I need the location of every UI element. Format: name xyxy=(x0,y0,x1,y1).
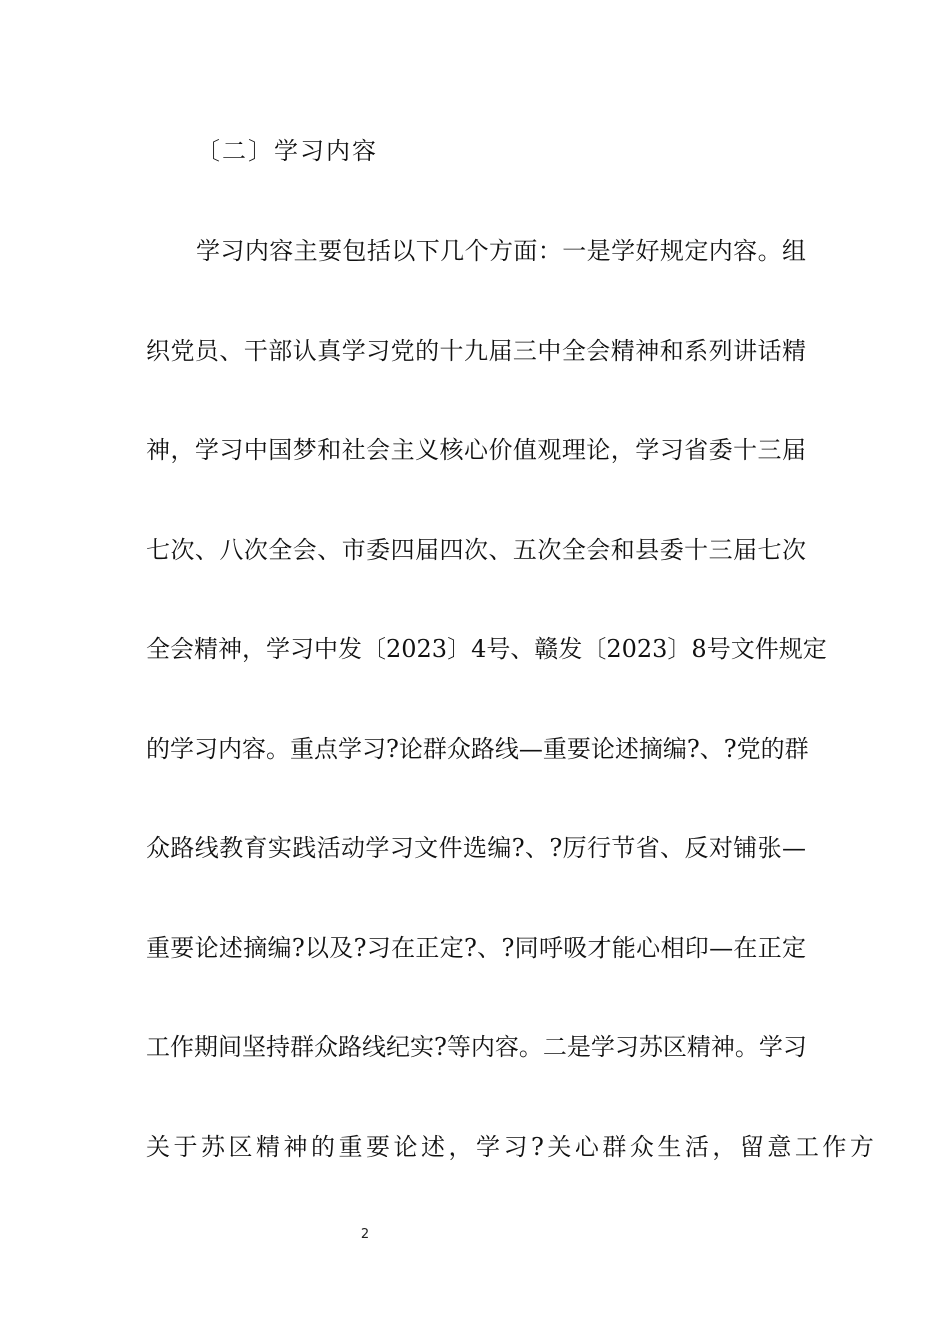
paragraph-line: 织党员、干部认真学习党的十九届三中全会精神和系列讲话精 xyxy=(146,337,806,365)
page-number: 2 xyxy=(360,1227,370,1242)
paragraph-line: 神，学习中国梦和社会主义核心价值观理论，学习省委十三届 xyxy=(146,436,806,464)
section-heading: 〔二〕学习内容 xyxy=(196,137,378,165)
paragraph-line: 重要论述摘编?以及?习在正定?、?同呼吸才能心相印—在正定 xyxy=(146,934,806,962)
paragraph-line: 七次、八次全会、市委四届四次、五次全会和县委十三届七次 xyxy=(146,536,806,564)
paragraph-line: 众路线教育实践活动学习文件选编?、?厉行节省、反对铺张— xyxy=(146,834,806,862)
paragraph-line: 关于苏区精神的重要论述，学习?关心群众生活，留意工作方 xyxy=(146,1133,878,1161)
paragraph-line: 学习内容主要包括以下几个方面：一是学好规定内容。组 xyxy=(196,237,806,265)
paragraph-line: 全会精神，学习中发〔2023〕4号、赣发〔2023〕8号文件规定 xyxy=(146,635,827,663)
paragraph-line: 工作期间坚持群众路线纪实?等内容。二是学习苏区精神。学习 xyxy=(146,1033,807,1061)
paragraph-line: 的学习内容。重点学习?论群众路线—重要论述摘编?、?党的群 xyxy=(146,735,809,763)
